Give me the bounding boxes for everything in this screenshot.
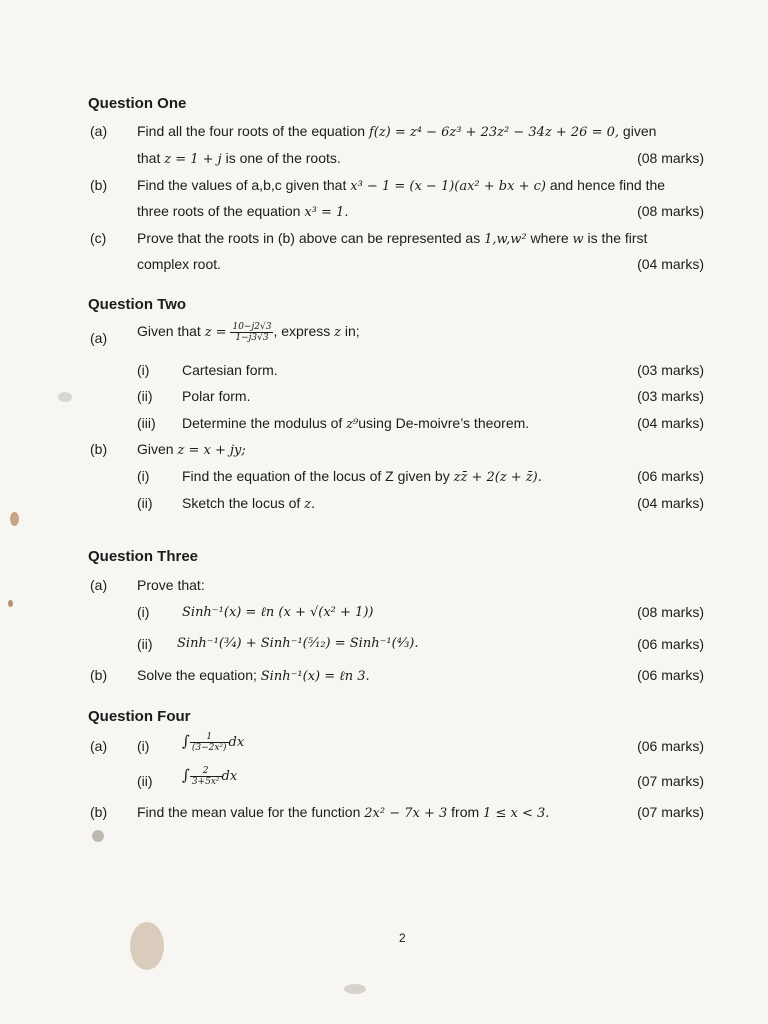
q1-a-root: z = 1 + j <box>164 152 222 167</box>
q1-c-label: (c) <box>90 230 107 246</box>
q1-b-equation: x³ − 1 = (x − 1)(ax² + bx + c) <box>350 179 546 194</box>
q1-c-line1 <box>137 230 647 247</box>
q2-a-i-marks: (03 marks) <box>637 362 704 378</box>
q1-b-marks: (08 marks) <box>637 203 704 219</box>
q1-b-equation2: x³ = 1. <box>304 205 349 220</box>
integral-sign: ∫ <box>182 732 190 751</box>
q4-a-i-integral <box>182 732 244 753</box>
q1-c-text-end: is the first <box>583 230 648 246</box>
q2-a-iii-label: (iii) <box>137 415 156 431</box>
q3-a-i-equation: Sinh⁻¹(x) = ℓn (x + √(x² + 1)) <box>182 605 374 620</box>
question-four-title: Question Four <box>88 708 191 725</box>
q2-a-fraction <box>230 322 273 343</box>
q2-a-iii-text1: Determine the modulus of <box>182 415 347 431</box>
q3-a-ii-equation: Sinh⁻¹(³⁄₄) + Sinh⁻¹(⁵⁄₁₂) = Sinh⁻¹(⁴⁄₃). <box>177 636 419 651</box>
q1-a-line2 <box>137 150 341 167</box>
q2-a-numerator: 10−j2√3 <box>232 322 272 332</box>
q2-b-ii-text1: Sketch the locus of <box>182 495 305 511</box>
q4-b-from: from <box>447 804 484 820</box>
q4-b-label: (b) <box>90 804 108 820</box>
q4-a-ii-denominator: 3+5x² <box>191 777 220 787</box>
q2-a-iii-z9: z⁹ <box>346 417 359 432</box>
q4-a-i-denominator: (3−2x²) <box>191 743 227 753</box>
q1-b-label: (b) <box>90 177 108 193</box>
q4-b-interval: 1 ≤ x < 3. <box>483 806 550 821</box>
q1-c-where: where <box>526 230 573 246</box>
q2-a-text: Given that <box>137 323 205 340</box>
question-three-title: Question Three <box>88 548 199 565</box>
scan-speck <box>130 922 164 970</box>
q1-c-marks: (04 marks) <box>637 256 704 272</box>
q2-a-ii-text: Polar form. <box>182 388 251 404</box>
q2-a-ii-label: (ii) <box>137 388 153 404</box>
q4-b-marks: (07 marks) <box>637 804 704 820</box>
q1-a-text2: that <box>137 150 165 166</box>
q2-b-i-text1: Find the equation of the locus of Z given by <box>182 468 454 484</box>
q3-a-ii-marks: (06 marks) <box>637 636 704 652</box>
q1-a-text: Find all the four roots of the equation <box>137 123 369 139</box>
q4-a-ii-integral <box>182 766 237 787</box>
q1-b-line1 <box>137 177 665 194</box>
q1-b-text-end: and hence find the <box>545 177 666 193</box>
q4-b-text <box>137 804 549 821</box>
q2-a-z2: z <box>334 325 342 341</box>
q4-a-ii-fraction <box>190 766 222 787</box>
q3-b-label: (b) <box>90 667 108 683</box>
q2-b-ii-marks: (04 marks) <box>637 495 704 511</box>
q2-a-i-label: (i) <box>137 362 150 378</box>
q2-b-label: (b) <box>90 441 108 457</box>
q2-a-z: z = <box>204 325 227 341</box>
q4-a-ii-dx: dx <box>221 769 238 785</box>
q1-a-marks: (08 marks) <box>637 150 704 166</box>
scan-speck <box>344 984 366 994</box>
q2-a-i-text: Cartesian form. <box>182 362 278 378</box>
q2-b-z-def: z = x + jy; <box>177 443 246 458</box>
q2-b-ii-z: z. <box>304 497 316 512</box>
integral-sign: ∫ <box>182 766 190 785</box>
q2-b-i-label: (i) <box>137 468 150 484</box>
scan-speck <box>10 512 19 526</box>
q4-a-i-fraction <box>190 732 229 753</box>
q2-a-iii-marks: (04 marks) <box>637 415 704 431</box>
question-two-title: Question Two <box>88 296 187 313</box>
q2-b-i-text <box>182 468 542 485</box>
q1-a-line1 <box>137 123 656 140</box>
q1-a-text3: is one of the roots. <box>221 150 341 166</box>
scan-speck <box>92 830 104 842</box>
q1-c-roots: 1,w,w² <box>484 232 527 247</box>
q2-b-text <box>137 441 246 458</box>
q2-b-i-marks: (06 marks) <box>637 468 704 484</box>
q4-a-i-label: (i) <box>137 738 150 754</box>
q3-a-i-label: (i) <box>137 604 150 620</box>
scan-speck <box>8 600 13 607</box>
q1-c-w: w <box>572 232 584 247</box>
q2-a-iii-text2: using De-moivre’s theorem. <box>358 415 530 431</box>
q2-b-ii-label: (ii) <box>137 495 153 511</box>
q2-b-ii-text <box>182 495 315 512</box>
q2-a-ii-marks: (03 marks) <box>637 388 704 404</box>
q3-b-text1: Solve the equation; <box>137 667 261 683</box>
q1-a-equation: f(z) = z⁴ − 6z³ + 23z² − 34z + 26 = 0, <box>368 125 620 140</box>
scan-speck <box>58 392 72 402</box>
q1-b-line2 <box>137 203 348 220</box>
q3-b-marks: (06 marks) <box>637 667 704 683</box>
q3-a-ii-label: (ii) <box>137 636 153 652</box>
q3-a-i-marks: (08 marks) <box>637 604 704 620</box>
q1-c-line2: complex root. <box>137 256 222 272</box>
q2-a-iii-text <box>182 415 529 432</box>
q4-a-ii-numerator: 2 <box>190 766 222 777</box>
q1-b-text2: three roots of the equation <box>137 203 305 219</box>
q3-a-text: Prove that: <box>137 577 205 593</box>
q2-a-text3: in; <box>341 323 360 340</box>
q2-a-line <box>137 322 360 343</box>
q4-a-label: (a) <box>90 738 108 754</box>
q4-a-ii-marks: (07 marks) <box>637 773 704 789</box>
q2-a-denominator: 1−j3√3 <box>235 333 269 343</box>
q3-b-text <box>137 667 370 684</box>
q4-b-function: 2x² − 7x + 3 <box>364 806 448 821</box>
q3-a-label: (a) <box>90 577 108 593</box>
page-number: 2 <box>399 931 406 945</box>
q2-a-label: (a) <box>90 330 108 346</box>
q2-a-text2: , express <box>273 323 335 340</box>
q1-c-text: Prove that the roots in (b) above can be represented as <box>137 230 485 246</box>
q4-a-i-numerator: 1 <box>190 732 229 743</box>
q4-a-i-marks: (06 marks) <box>637 738 704 754</box>
q4-b-text1: Find the mean value for the function <box>137 804 365 820</box>
q1-a-label: (a) <box>90 123 108 139</box>
q1-b-text: Find the values of a,b,c given that <box>137 177 351 193</box>
q2-b-given: Given <box>137 441 178 457</box>
q2-b-i-equation: zz̄ + 2(z + z̄). <box>453 470 542 485</box>
q1-a-text-end: given <box>619 123 657 139</box>
question-one-title: Question One <box>88 95 187 112</box>
q3-b-equation: Sinh⁻¹(x) = ℓn 3. <box>260 669 370 684</box>
q4-a-i-dx: dx <box>228 735 245 751</box>
q4-a-ii-label: (ii) <box>137 773 153 789</box>
